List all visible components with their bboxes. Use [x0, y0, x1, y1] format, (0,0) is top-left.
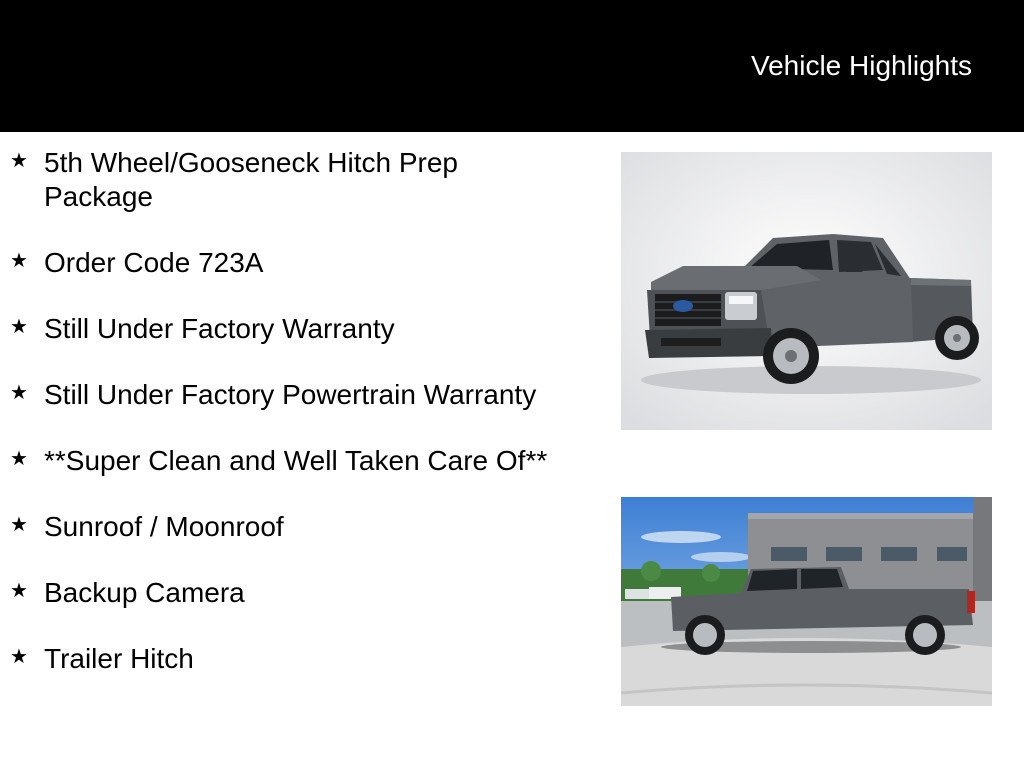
star-icon: ★ — [10, 448, 28, 470]
star-icon: ★ — [10, 250, 28, 272]
highlight-text: 5th Wheel/Gooseneck Hitch Prep Package — [44, 147, 458, 212]
list-item — [10, 642, 550, 676]
highlight-text: Backup Camera — [44, 577, 245, 608]
star-icon: ★ — [10, 580, 28, 602]
star-icon: ★ — [10, 646, 28, 668]
star-icon: ★ — [10, 150, 28, 172]
highlight-text: Sunroof / Moonroof — [44, 511, 284, 542]
star-icon: ★ — [10, 514, 28, 536]
truck-photo-side — [621, 497, 992, 706]
list-item — [10, 246, 550, 280]
star-icon: ★ — [10, 316, 28, 338]
list-item — [10, 146, 550, 214]
highlights-list — [10, 146, 550, 676]
list-item — [10, 576, 550, 610]
highlight-text: Order Code 723A — [44, 247, 264, 278]
list-item — [10, 510, 550, 544]
truck-photo-front — [621, 152, 992, 430]
list-item — [10, 444, 550, 478]
highlight-text: **Super Clean and Well Taken Care Of** — [44, 445, 548, 476]
star-icon: ★ — [10, 382, 28, 404]
highlight-text: Still Under Factory Warranty — [44, 313, 395, 344]
truck-front-illustration — [621, 152, 992, 430]
highlight-text: Trailer Hitch — [44, 643, 194, 674]
list-item — [10, 378, 550, 412]
highlight-text: Still Under Factory Powertrain Warranty — [44, 379, 537, 410]
list-item — [10, 312, 550, 346]
truck-side-illustration — [621, 497, 992, 706]
page-title: Vehicle Highlights — [750, 50, 972, 81]
header-bar — [0, 0, 1024, 132]
